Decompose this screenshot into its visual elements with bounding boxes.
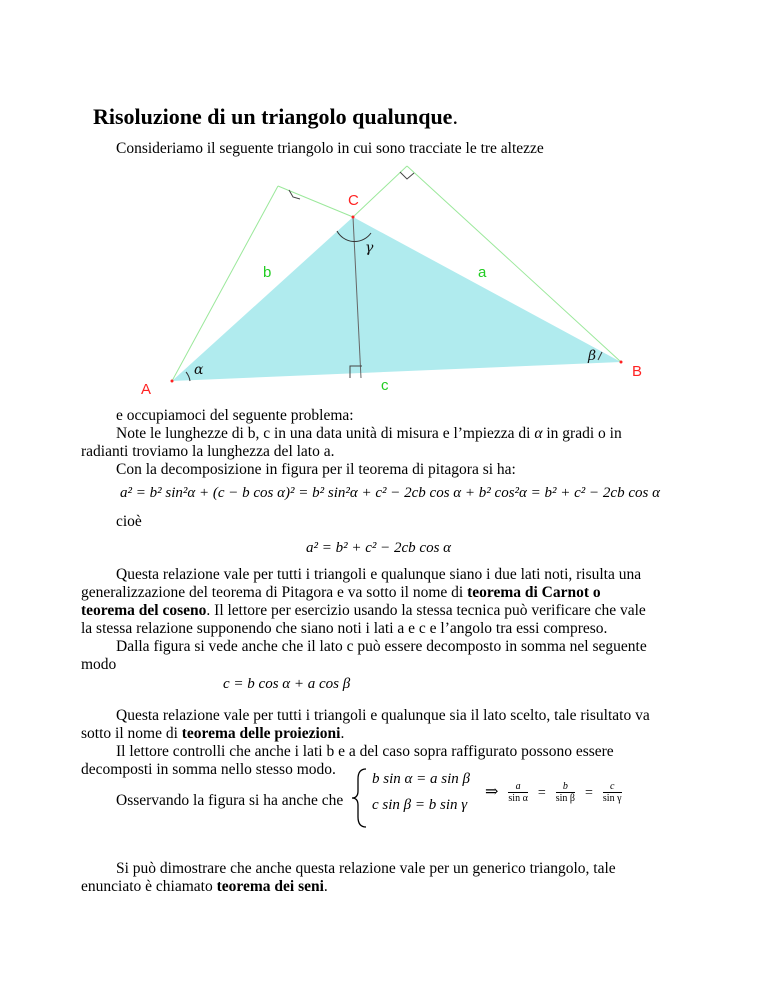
intro-text: Consideriamo il seguente triangolo in cui sono tracciate le tre altezze bbox=[116, 140, 544, 157]
vertex-dot-B bbox=[620, 361, 623, 364]
text-line bbox=[81, 878, 721, 896]
text-line: Con la decomposizione in figura per il teorema di pitagora si ha: bbox=[116, 461, 516, 478]
left-brace-icon bbox=[350, 767, 370, 829]
title-text: Risoluzione di un triangolo qualunque bbox=[93, 104, 453, 129]
text-span: sotto il nome di bbox=[81, 725, 182, 742]
side-label-b: b bbox=[263, 264, 272, 281]
implies-symbol: ⇒ bbox=[485, 783, 499, 801]
paragraph-projections bbox=[81, 707, 721, 779]
text-span: . bbox=[340, 725, 345, 742]
fraction-numerator: b bbox=[556, 781, 575, 793]
text-span: enunciato è chiamato bbox=[81, 878, 217, 895]
alpha-symbol: α bbox=[534, 425, 543, 442]
triangle-figure bbox=[0, 0, 768, 420]
paragraph-sines bbox=[81, 860, 721, 896]
right-angle-mark-top bbox=[400, 172, 414, 179]
fraction-denominator: sin β bbox=[555, 793, 575, 804]
side-label-c: c bbox=[381, 377, 389, 394]
system-line-2: c sin β = b sin γ bbox=[372, 797, 468, 813]
equation-carnot: a² = b² + c² − 2cb cos α bbox=[306, 540, 452, 556]
angle-label-alpha: α bbox=[194, 362, 204, 378]
text-span: in gradi o in bbox=[542, 425, 622, 442]
fraction-numerator: a bbox=[508, 781, 527, 793]
equals-symbol: = bbox=[585, 785, 593, 801]
text-line: radianti troviamo la lunghezza del lato a. bbox=[81, 443, 335, 460]
text-line: decomposti in somma nello stesso modo. bbox=[81, 761, 336, 778]
title-period: . bbox=[452, 104, 458, 129]
cioe-text: cioè bbox=[116, 513, 142, 530]
fraction-denominator: sin γ bbox=[602, 793, 622, 804]
triangle-shape bbox=[172, 217, 621, 381]
text-line: Questa relazione vale per tutti i triangoli e qualunque siano i due lati noti, risulta una bbox=[116, 566, 642, 583]
equals-symbol: = bbox=[537, 785, 546, 801]
vertex-dot-C bbox=[352, 216, 355, 219]
text-line: Il lettore controlli che anche i lati b e a del caso sopra raffigurato possono essere bbox=[116, 743, 614, 760]
paragraph-carnot bbox=[81, 566, 721, 674]
text-line: Questa relazione vale per tutti i triangoli e qualunque sia il lato scelto, tale risultato va bbox=[116, 707, 650, 724]
text-line: Dalla figura si vede anche che il lato c può essere decomposto in somma nel seguente bbox=[116, 638, 647, 655]
vertex-label-B: B bbox=[632, 363, 643, 380]
fraction-b-sin-beta bbox=[556, 781, 575, 805]
paragraph-problem bbox=[81, 407, 713, 479]
vertex-dot-A bbox=[171, 380, 174, 383]
fraction-a-sin-alpha bbox=[508, 781, 527, 805]
system-line-1: b sin α = a sin β bbox=[372, 771, 470, 787]
text-line bbox=[81, 602, 721, 620]
equation-projections: c = b cos α + a cos β bbox=[223, 676, 351, 692]
vertex-label-A: A bbox=[141, 381, 152, 398]
text-span: generalizzazione del teorema di Pitagora e va sotto il nome di bbox=[81, 584, 468, 601]
angle-label-gamma: γ bbox=[365, 240, 374, 256]
text-line: Si può dimostrare che anche questa relazione vale per un generico triangolo, tale bbox=[116, 860, 616, 877]
text-line bbox=[81, 725, 721, 743]
theorem-name: teorema dei seni bbox=[216, 878, 324, 895]
text-line bbox=[81, 584, 721, 602]
text-line: modo bbox=[81, 656, 117, 673]
system-lead-text: Osservando la figura si ha anche che bbox=[116, 792, 344, 809]
sines-ratios bbox=[485, 781, 628, 805]
theorem-name: teorema del coseno bbox=[81, 602, 207, 619]
vertex-label-C: C bbox=[348, 192, 359, 209]
text-line: e occupiamoci del seguente problema: bbox=[116, 407, 354, 424]
text-span: Note le lunghezze di b, c in una data unità di misura e l’mpiezza di bbox=[116, 425, 535, 442]
text-span: . bbox=[323, 878, 328, 895]
text-line bbox=[93, 425, 713, 443]
text-span: . Il lettore per esercizio usando la stessa tecnica può verificare che vale bbox=[206, 602, 646, 619]
fraction-c-sin-gamma bbox=[603, 781, 622, 805]
fraction-denominator: sin α bbox=[508, 793, 528, 804]
theorem-name: teorema di Carnot o bbox=[467, 584, 601, 601]
angle-label-beta: β bbox=[588, 348, 597, 364]
fraction-numerator: c bbox=[603, 781, 622, 793]
text-line: la stessa relazione supponendo che siano noti i lati a e c e l’angolo tra essi compreso. bbox=[81, 620, 608, 637]
side-label-a: a bbox=[478, 264, 487, 281]
equation-expansion: a² = b² sin²α + (c − b cos α)² = b² sin²α + c² − 2cb cos α + b² cos²α = b² + c² − 2cb cos α bbox=[120, 485, 660, 501]
theorem-name: teorema delle proiezioni bbox=[181, 725, 341, 742]
